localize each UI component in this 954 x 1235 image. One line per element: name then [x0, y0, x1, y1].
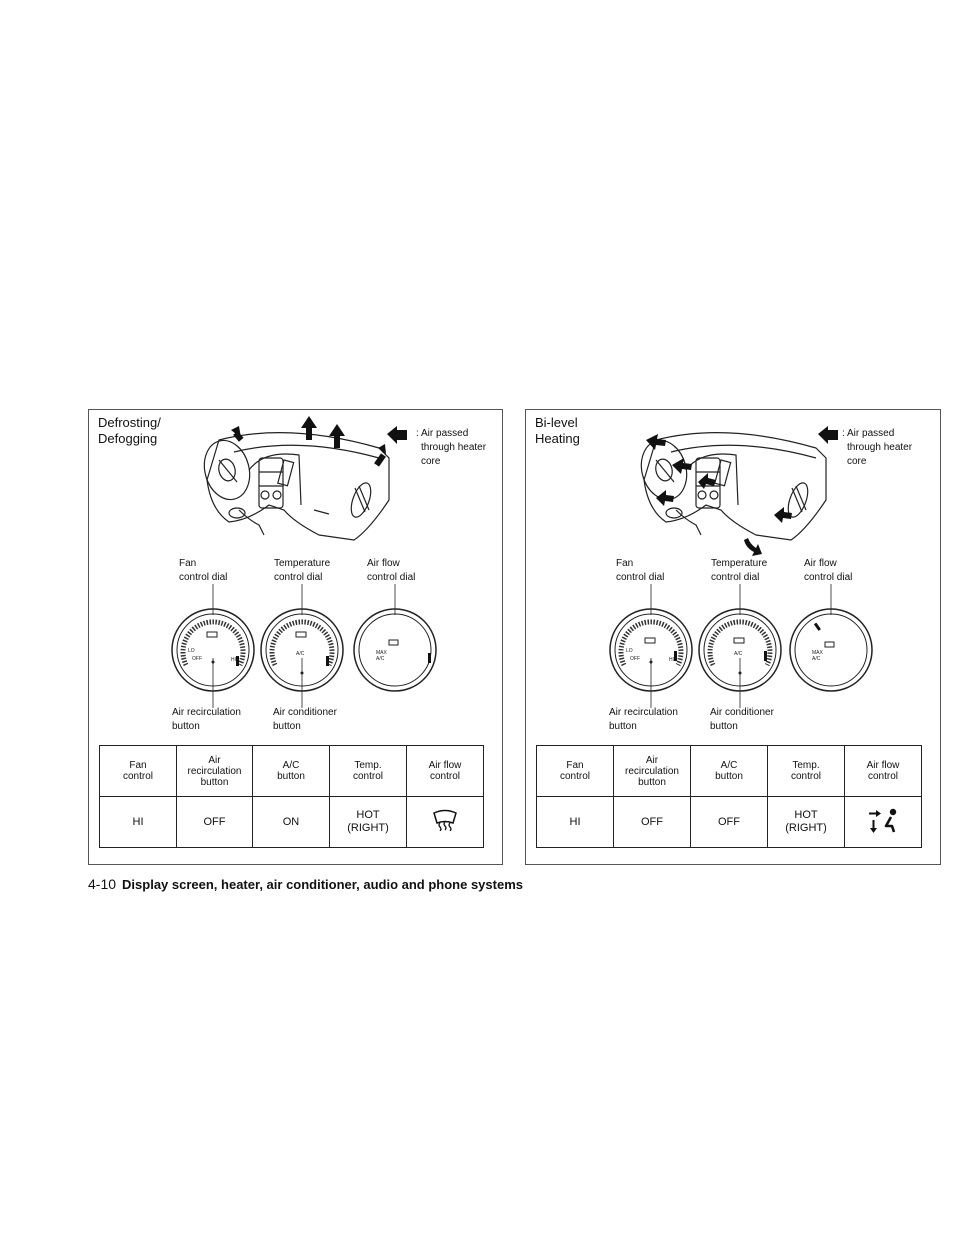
table-header-cell: Fan control [537, 746, 614, 797]
bi-level-icon [867, 807, 899, 833]
table-cell: ON [253, 797, 330, 848]
legend: : Air passed through heater core [842, 428, 913, 467]
air-flow-control-dial [354, 609, 436, 691]
section-title: Display screen, heater, air conditioner, audio and phone systems [122, 877, 523, 892]
ac-button-label: Air conditioner button [273, 707, 337, 732]
dial-lo-label: LO [626, 648, 633, 654]
settings-table [99, 745, 484, 848]
settings-table [536, 745, 922, 848]
table-header-row [100, 746, 484, 797]
table-cell: OFF [614, 797, 691, 848]
table-cell: OFF [177, 797, 253, 848]
dial-max-ac-label: A/C [812, 656, 821, 662]
temperature-dial-label: Temperature control dial [711, 558, 768, 583]
dial-max-ac-label: A/C [376, 656, 385, 662]
defrost-panel [88, 409, 503, 865]
dial-max-label: MAX [376, 650, 387, 656]
recirculation-button-label: Air recirculation button [172, 707, 241, 732]
dial-ac-label: A/C [734, 651, 743, 657]
table-row [537, 797, 922, 848]
ac-button-label: Air conditioner button [710, 707, 774, 732]
table-cell: HOT (RIGHT) [768, 797, 845, 848]
dial-off-label: OFF [192, 656, 202, 662]
panel-title: Bi-level Heating [535, 415, 580, 446]
page-footer [88, 876, 523, 892]
panel-title: Defrosting/ Defogging [98, 415, 161, 446]
table-header-cell: Air flow control [407, 746, 484, 797]
dial-hi-label: HI [231, 657, 236, 663]
table-header-cell: Air flow control [845, 746, 922, 797]
dial-lo-label: LO [188, 648, 195, 654]
dial-ac-label: A/C [296, 651, 305, 657]
air-flow-dial-label: Air flow control dial [804, 558, 853, 583]
temperature-dial-label: Temperature control dial [274, 558, 331, 583]
table-cell: HI [100, 797, 177, 848]
defrost-icon [431, 809, 459, 831]
fan-dial-label: Fan control dial [179, 558, 228, 583]
table-header-cell: Air recirculation button [177, 746, 253, 797]
dial-hi-label: HI [669, 657, 674, 663]
table-cell: HOT (RIGHT) [330, 797, 407, 848]
legend: : Air passed through heater core [416, 428, 487, 467]
table-header-cell: Temp. control [330, 746, 407, 797]
table-cell: HI [537, 797, 614, 848]
dial-off-label: OFF [630, 656, 640, 662]
table-cell [845, 797, 922, 848]
fan-dial-label: Fan control dial [616, 558, 665, 583]
recirculation-button-label: Air recirculation button [609, 707, 678, 732]
table-header-cell: Fan control [100, 746, 177, 797]
table-cell: OFF [691, 797, 768, 848]
air-flow-control-dial [790, 609, 872, 691]
air-flow-dial-label: Air flow control dial [367, 558, 416, 583]
table-cell [407, 797, 484, 848]
table-header-row [537, 746, 922, 797]
page-number: 4-10 [88, 876, 117, 892]
table-header-cell: A/C button [691, 746, 768, 797]
table-row [100, 797, 484, 848]
dial-max-label: MAX [812, 650, 823, 656]
table-header-cell: Air recirculation button [614, 746, 691, 797]
table-header-cell: Temp. control [768, 746, 845, 797]
bi-level-panel [525, 409, 941, 865]
table-header-cell: A/C button [253, 746, 330, 797]
